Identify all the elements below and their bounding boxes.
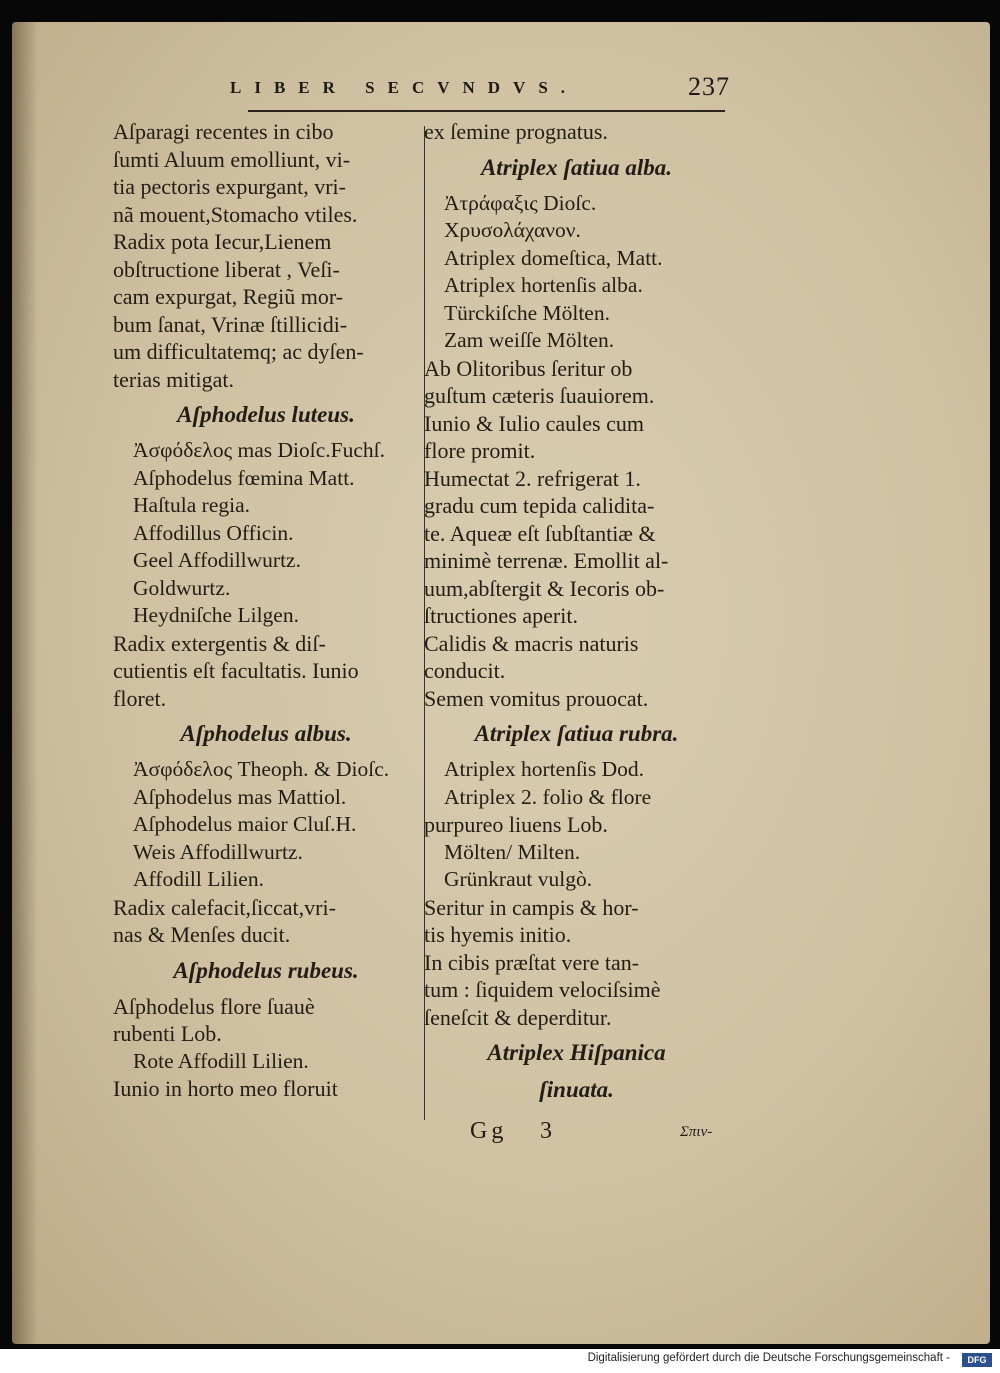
synonym-entry: Rote Affodill Lilien. [133, 1048, 309, 1073]
text-line: Aſparagi recentes in cibo [113, 119, 334, 144]
text-line: tum : ſiquidem velociſsimè [424, 977, 661, 1002]
section-heading: Atriplex Hiſpanica [487, 1040, 666, 1065]
text-line: Iunio & Iulio caules cum [424, 410, 644, 436]
text-line: Radix extergentis & diſ- [113, 630, 326, 656]
running-title: LIBER SECVNDVS. [230, 78, 579, 97]
text-line: rubenti Lob. [113, 1021, 222, 1046]
text-line: Radix pota Iecur,Lienem [113, 229, 332, 254]
text-line: ſumti Aluum emolliunt, vi- [113, 146, 351, 172]
text-line: conducit. [424, 658, 506, 683]
text-line: floret. [113, 685, 167, 711]
synonym-entry: Ἀσφόδελος Theoph. & Dioſc. [133, 757, 390, 781]
section-heading: ſinuata. [539, 1077, 614, 1102]
section-heading: Aſphodelus luteus. [177, 402, 355, 427]
synonym-entry: Aſphodelus maior Cluſ.H. [133, 812, 357, 836]
text-line: tia pectoris expurgant, vri- [113, 174, 346, 199]
synonym-entry: Atriplex hortenſis Dod. [444, 757, 645, 781]
synonym-entry: Ἀτράφαξις Dioſc. [444, 190, 597, 215]
synonym-entry: Atriplex domeſtica, Matt. [444, 245, 663, 270]
footer-bar [0, 1349, 1000, 1373]
section-heading: Atriplex ſatiua alba. [480, 154, 673, 180]
synonym-entry: Atriplex hortenſis alba. [444, 273, 643, 297]
text-line: Ab Olitoribus ſeritur ob [424, 355, 633, 381]
catchword: Σπιν- [680, 1124, 713, 1140]
synonym-entry: Goldwurtz. [133, 575, 231, 600]
text-line: flore promit. [424, 438, 536, 463]
text-line: nã mouent,Stomacho vtiles. [113, 201, 358, 227]
text-line: In cibis præſtat vere tan- [424, 949, 640, 975]
text-line: Calidis & macris naturis [424, 630, 639, 656]
signature-line [470, 1112, 750, 1152]
text-line: terias mitigat. [113, 366, 234, 392]
text-line: nas & Menſes ducit. [113, 922, 291, 947]
text-line: minimè terrenæ. Emollit al- [424, 548, 669, 573]
text-line: ſeneſcit & deperditur. [424, 1004, 612, 1030]
page-number: 237 [688, 72, 730, 101]
text-line: gradu cum tepida calidita- [424, 493, 655, 518]
synonym-entry: Zam weiſſe Mölten. [444, 328, 615, 352]
right-column [424, 118, 729, 1107]
synonym-entry: Geel Affodillwurtz. [133, 548, 301, 572]
text-line: purpureo liuens Lob. [424, 812, 608, 837]
text-line: tis hyemis initio. [424, 922, 572, 947]
synonym-entry: Atriplex 2. folio & flore [444, 784, 652, 809]
section-heading: Aſphodelus albus. [180, 721, 352, 746]
signature-mark: Gg [470, 1118, 508, 1144]
text-line: Radix calefacit,ſiccat,vri- [113, 894, 336, 920]
signature-number: 3 [540, 1118, 552, 1144]
left-column [113, 118, 419, 1103]
synonym-entry: Affodillus Officin. [133, 520, 294, 545]
synonym-entry: Affodill Lilien. [133, 867, 264, 891]
text-line: Iunio in horto meo floruit [113, 1076, 338, 1101]
synonym-entry: Grünkraut vulgò. [444, 867, 593, 891]
header-rule [248, 110, 725, 112]
text-line: guſtum cæteris ſuauiorem. [424, 383, 655, 408]
text-line: cutientis eſt facultatis. Iunio [113, 658, 359, 683]
text-line: obſtructione liberat , Veſi- [113, 256, 340, 282]
synonym-entry: Mölten/ Milten. [444, 839, 581, 864]
synonym-entry: Aſphodelus fœmina Matt. [133, 465, 355, 490]
dfg-logo: DFG [962, 1353, 992, 1367]
text-line: Aſphodelus flore ſuauè [113, 993, 315, 1019]
synonym-entry: Heydniſche Lilgen. [133, 603, 299, 627]
text-line: te. Aqueæ eſt ſubſtantiæ & [424, 520, 656, 546]
text-line: Semen vomitus prouocat. [424, 685, 649, 711]
synonym-entry: Ἀσφόδελος mas Dioſc.Fuchſ. [133, 438, 385, 462]
text-line: bum ſanat, Vrinæ ſtillicidi- [113, 311, 348, 337]
text-line: ſtructiones aperit. [424, 603, 578, 628]
section-heading: Atriplex ſatiua rubra. [474, 721, 679, 746]
text-line: Seritur in campis & hor- [424, 894, 639, 920]
section-heading: Aſphodelus rubeus. [173, 957, 359, 983]
text-line: um difficultatemq; ac dyſen- [113, 339, 364, 364]
text-line: uum,abſtergit & Iecoris ob- [424, 575, 665, 601]
gutter-shadow [12, 22, 38, 1344]
funding-credit: Digitalisierung gefördert durch die Deutsche Forschungsgemeinschaft - [587, 1352, 950, 1364]
synonym-entry: Weis Affodillwurtz. [133, 839, 303, 864]
synonym-entry: Aſphodelus mas Mattiol. [133, 784, 347, 809]
text-line: cam expurgat, Regiũ mor- [113, 284, 344, 309]
synonym-entry: Haſtula regia. [133, 493, 251, 517]
page-header [230, 58, 730, 101]
text-line: ex ſemine prognatus. [424, 119, 608, 144]
text-line: Humectat 2. refrigerat 1. [424, 465, 641, 491]
synonym-entry: Türckiſche Mölten. [444, 300, 610, 325]
synonym-entry: Χρυσολάχανον. [444, 218, 581, 242]
